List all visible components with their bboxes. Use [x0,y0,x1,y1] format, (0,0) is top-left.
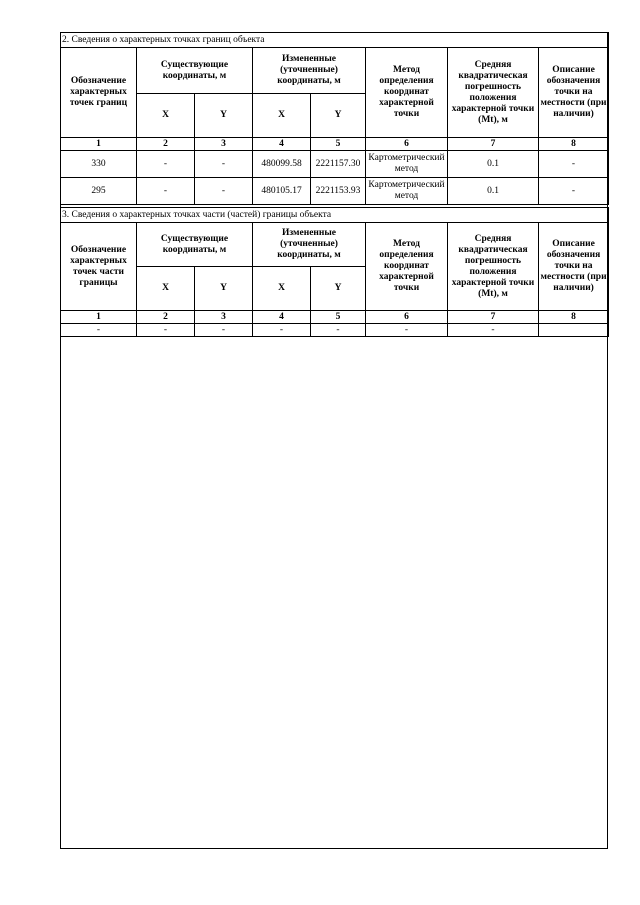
table-row [61,324,609,337]
header-description: Описание обозначения точки на местности (при наличии) [539,223,609,311]
column-number: 3 [195,138,253,151]
cell-existing-y: - [195,178,253,205]
column-number: 2 [137,138,195,151]
column-number: 8 [539,311,609,324]
column-number: 1 [61,138,137,151]
column-number: 4 [253,311,311,324]
column-number: 5 [311,311,366,324]
header-changed-y: Y [311,267,366,311]
header-changed-x: X [253,267,311,311]
cell-point: 330 [61,151,137,178]
cell-existing-y: - [195,324,253,337]
column-number: 7 [448,311,539,324]
cell-point: 295 [61,178,137,205]
cell-changed-y: - [311,324,366,337]
header-changed-y: Y [311,94,366,138]
table-row [61,178,609,205]
header-method: Метод определения координат характерной точки [366,48,448,138]
column-number: 4 [253,138,311,151]
section-title: 3. Сведения о характерных точках части (частей) границы объекта [61,208,609,223]
cell-mse: 0.1 [448,151,539,178]
header-mse: Средняя квадратическая погрешность положения характерной точки (Mt), м [448,48,539,138]
cell-description: - [539,178,609,205]
column-number: 6 [366,138,448,151]
section-title: 2. Сведения о характерных точках границ объекта [61,33,609,48]
header-changed-coords: Измененные (уточненные) координаты, м [253,223,366,267]
column-number: 7 [448,138,539,151]
cell-changed-x: - [253,324,311,337]
column-number: 1 [61,311,137,324]
header-existing-y: Y [195,94,253,138]
cell-changed-x: 480105.17 [253,178,311,205]
boundary-points-table [60,32,609,205]
cell-point: - [61,324,137,337]
table-row [61,151,609,178]
cell-description: - [539,151,609,178]
header-existing-x: X [137,267,195,311]
cell-changed-y: 2221157.30 [311,151,366,178]
cell-existing-x: - [137,151,195,178]
column-number: 6 [366,311,448,324]
header-existing-coords: Существующие координаты, м [137,223,253,267]
cell-method: Картометрический метод [366,178,448,205]
cell-changed-x: 480099.58 [253,151,311,178]
column-number: 8 [539,138,609,151]
header-point-designation: Обозначение характерных точек части границы [61,223,137,311]
header-existing-x: X [137,94,195,138]
cell-mse: 0.1 [448,178,539,205]
cell-description [539,324,609,337]
column-number: 3 [195,311,253,324]
cell-method: Картометрический метод [366,151,448,178]
header-changed-coords: Измененные (уточненные) координаты, м [253,48,366,94]
cell-mse: - [448,324,539,337]
cell-method: - [366,324,448,337]
header-existing-coords: Существующие координаты, м [137,48,253,94]
cell-existing-y: - [195,151,253,178]
header-method: Метод определения координат характерной точки [366,223,448,311]
cell-existing-x: - [137,178,195,205]
header-existing-y: Y [195,267,253,311]
header-point-designation: Обозначение характерных точек границ [61,48,137,138]
column-number: 5 [311,138,366,151]
header-mse: Средняя квадратическая погрешность положения характерной точки (Mt), м [448,223,539,311]
partial-boundary-points-table [60,207,609,337]
column-number: 2 [137,311,195,324]
header-description: Описание обозначения точки на местности (при наличии) [539,48,609,138]
cell-existing-x: - [137,324,195,337]
header-changed-x: X [253,94,311,138]
cell-changed-y: 2221153.93 [311,178,366,205]
